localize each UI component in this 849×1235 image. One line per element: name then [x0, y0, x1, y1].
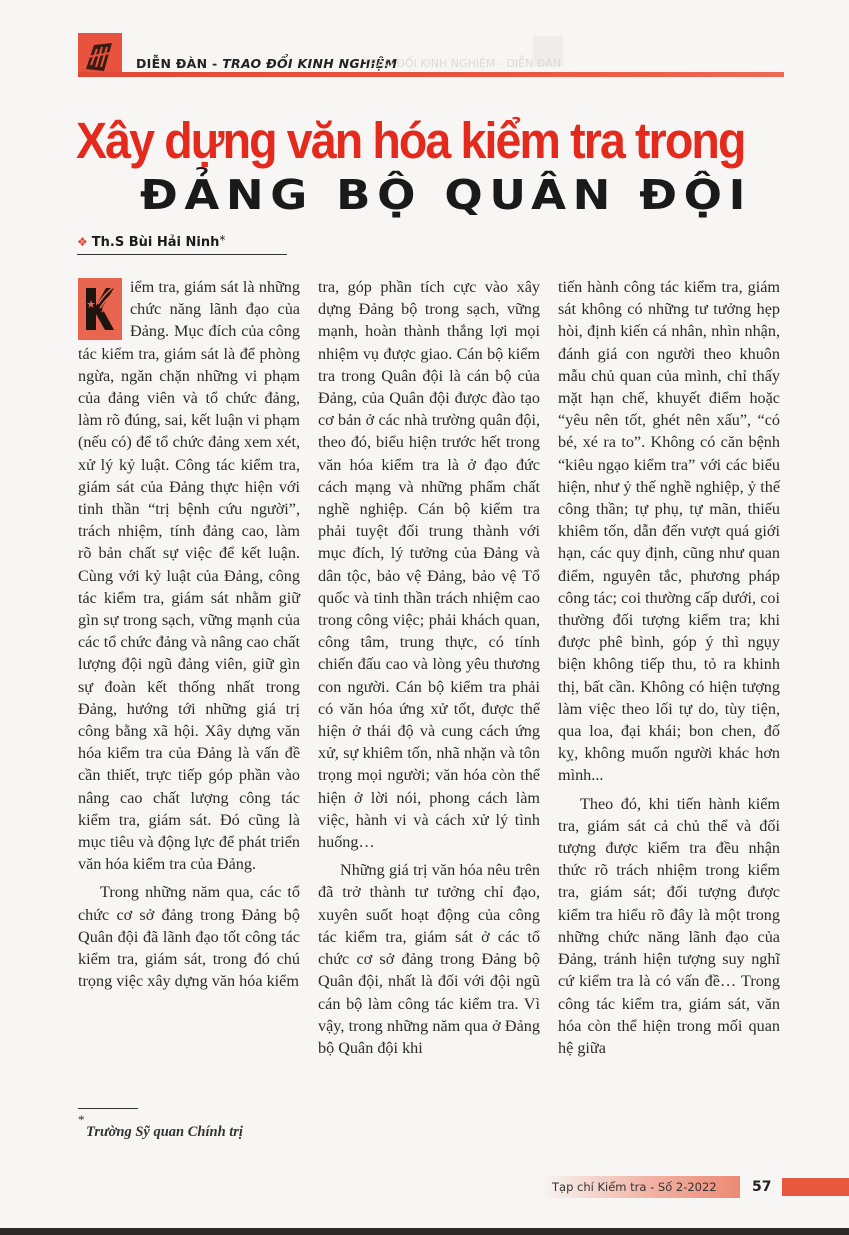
paragraph: Những giá trị văn hóa nêu trên đã trở thành tư tưởng chỉ đạo, xuyên suốt hoạt động của công tác kiểm tra, giám sát ở các tổ chức cơ sở đảng trong Đảng bộ Quân đội, nhất là đối với đội ngũ cán bộ làm công tác kiểm tra. Vì vậy, trong những năm qua ở Đảng bộ Quân đội khi — [318, 861, 540, 1057]
section-label-part1: DIỄN ĐÀN - — [136, 56, 223, 71]
paragraph: iểm tra, giám sát là những chức năng lãnh đạo của Đảng. Mục đích của công tác kiểm tra, giám sát là để phòng ngừa, ngăn chặn những vi phạm của đảng viên và tổ chức đảng, làm rõ đúng, sai, kết luận vi phạm (nếu có) để tổ chức đảng xem xét, xử lý kỷ luật. Công tác kiểm tra, giám sát của Đảng thực hiện với tinh thần “trị bệnh cứu người”, trách nhiệm, tính đảng cao, làm rõ bản chất sự việc để kết luận. Cùng với kỷ luật của Đảng, công tác kiểm tra, giám sát nhằm giữ gìn sự trong sạch, vững mạnh của các tổ chức đảng và nâng cao chất lượng đội ngũ đảng viên, giữ gìn sự đoàn kết thống nhất trong Đảng, hướng tới những giá trị công bằng xã hội. Xây dựng văn hóa kiểm tra của Đảng là vấn đề cần thiết, trực tiếp góp phần vào nâng cao chất lượng công tác kiểm tra, giám sát. Đó cũng là mục tiêu và động lực để phát triển văn hóa kiểm tra của Đảng. — [78, 278, 300, 874]
text-column-1 — [78, 276, 300, 993]
footer-accent-bar — [782, 1178, 849, 1196]
paragraph: tiến hành công tác kiểm tra, giám sát không có những tư tưởng hẹp hòi, định kiến cá nhân, nhìn nhận, đánh giá con người theo khuôn mẫu chủ quan của mình, chỉ thấy mặt hạn chế, khuyết điểm hoặc “yêu nên tốt, ghét nên xấu”, “có bé, xé ra to”. Không có căn bệnh “kiêu ngạo kiểm tra” với các biểu hiện, như ỷ thế nghề nghiệp, ỷ thế công thần; tự phụ, tự mãn, thiếu khiêm tốn, dẫn đến vượt quá giới hạn, các quy định, cũng như quan điểm, nguyên tắc, phương pháp công tác; coi thường cấp dưới, coi thường đối tượng kiểm tra; khi được phê bình, góp ý thì ngụy biện không tiếp thu, tỏ ra khinh thị, bất cần. Không có hiện tượng làm việc theo lối tự do, tùy tiện, qua loa, đại khái; bon chen, đố kỵ, không muốn người khác hơn mình... — [558, 278, 780, 785]
bleed-through-text: TRAO ĐỔI KINH NGHIỆM - DIỄN ĐÀN — [363, 57, 561, 70]
section-label — [136, 56, 397, 71]
header-accent-bar — [78, 72, 784, 77]
paragraph: Trong những năm qua, các tổ chức cơ sở đảng trong Đảng bộ Quân đội đã lãnh đạo tốt công tác kiểm tra, giám sát, trong đó chú trọng việc xây dựng văn hóa kiểm — [78, 883, 300, 991]
journal-issue: Tạp chí Kiểm tra - Số 2-2022 — [540, 1176, 740, 1198]
article-title-line2: ĐẢNG BỘ QUÂN ĐỘI — [140, 171, 753, 219]
author-byline — [77, 233, 287, 255]
section-header — [78, 33, 788, 78]
magazine-logo-icon — [78, 33, 122, 77]
author-name: Th.S Bùi Hải Ninh — [91, 235, 220, 250]
section-label-part2: TRAO ĐỔI KINH NGHIỆM — [222, 56, 398, 71]
diamond-bullet-icon: ❖ — [77, 235, 88, 249]
paragraph: Theo đó, khi tiến hành kiểm tra, giám sát cả chủ thể và đối tượng được kiểm tra đều nhận thức rõ trách nhiệm trong kiểm tra, giám sát; đối tượng được kiểm tra hiểu rõ đây là một trong những chức năng lãnh đạo của Đảng, tránh hiện tượng suy nghĩ cứ kiểm tra là có vấn đề… Trong công tác kiểm tra, giám sát, văn hóa còn thể hiện trong mối quan hệ giữa — [558, 794, 780, 1057]
footnote-divider — [78, 1108, 138, 1109]
page-number: 57 — [752, 1179, 772, 1195]
footnote-text: Trường Sỹ quan Chính trị — [86, 1124, 243, 1140]
page-footer — [540, 1176, 849, 1198]
dropcap-k-icon — [78, 278, 122, 340]
text-column-2 — [318, 276, 540, 1059]
scan-bottom-edge — [0, 1228, 849, 1235]
footnote-mark: * — [78, 1112, 85, 1127]
text-column-3 — [558, 276, 780, 1059]
paragraph: tra, góp phần tích cực vào xây dựng Đảng bộ trong sạch, vững mạnh, hoàn thành thắng lợi mọi nhiệm vụ được giao. Cán bộ kiểm tra trong Quân đội là cán bộ của Đảng, của Quân đội được đào tạo cơ bản ở các nhà trường quân đội, theo đó, biểu hiện trước hết trong văn hóa kiểm tra là ở đạo đức cách mạng và những phẩm chất nghề nghiệp. Cán bộ kiểm tra phải tuyệt đối trung thành với mục đích, lý tưởng của Đảng và dân tộc, bảo vệ Đảng, bảo vệ Tổ quốc và tinh thần trách nhiệm cao trong công việc; phải khách quan, công tâm, trung thực, có tính chiến đấu cao và lòng yêu thương con người. Cán bộ kiểm tra phải có văn hóa ứng xử tốt, được thể hiện ở thái độ và cung cách ứng xử, sự khiêm tốn, nhã nhặn và tôn trọng mọi người; văn hóa còn thể hiện ở lời nói, phong cách làm việc, hành vi và cách xử lý tình huống… — [318, 278, 540, 852]
article-title-line1: Xây dựng văn hóa kiểm tra trong — [76, 112, 745, 170]
footnote-marker: * — [219, 233, 226, 247]
